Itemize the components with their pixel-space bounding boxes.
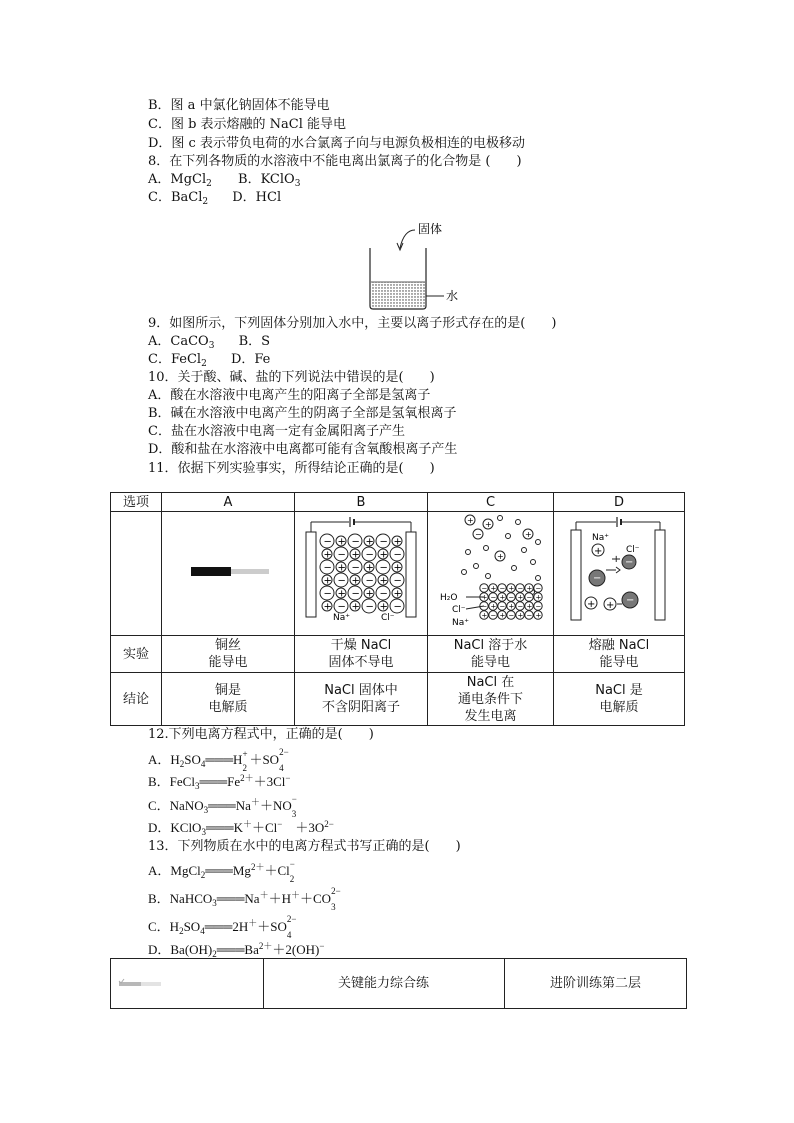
- minus-sign: −: [393, 575, 402, 587]
- ion-sign: +: [497, 552, 504, 561]
- dry-nacl-diagram: [295, 512, 427, 630]
- water-molecule: [536, 576, 541, 581]
- minus-sign: −: [393, 549, 402, 561]
- plus-sign: +: [517, 593, 524, 602]
- water-fill: [371, 282, 425, 308]
- q10-option-c: C．盐在水溶液中电离一定有金属阳离子产生: [148, 424, 405, 439]
- q10-stem: 10．关于酸、碱、盐的下列说法中错误的是( ): [148, 370, 435, 385]
- diagram-label-cell: [111, 512, 162, 636]
- q8-option-c-sub: 2: [202, 197, 209, 207]
- plus-sign: +: [351, 601, 360, 613]
- experiment-table: [110, 492, 685, 726]
- plus-sign: +: [481, 611, 488, 620]
- conclusion-cell: [428, 673, 554, 726]
- plus-sign: +: [535, 593, 542, 602]
- q13-option-c: C．$H_2SO_4═══2H^++SO$ 2− 4: [148, 914, 297, 940]
- plus-sign: +: [393, 588, 402, 600]
- q9-options-cd: [148, 351, 270, 368]
- header-cell: D: [554, 493, 685, 512]
- q11-stem: 11．依据下列实验事实，所得结论正确的是( ): [148, 461, 435, 476]
- svg-text:−: −: [626, 595, 635, 606]
- header-cell: B: [295, 493, 428, 512]
- svg-text:−: −: [625, 557, 634, 568]
- plus-sign: +: [323, 575, 332, 587]
- minus-sign: −: [337, 549, 346, 561]
- q13-option-a: A．$MgCl_2═══Mg^{2+}+Cl$ − 2: [148, 859, 295, 884]
- q8-option-b: B．KClO: [238, 172, 295, 187]
- minus-sign: −: [481, 584, 488, 593]
- plus-sign: +: [526, 602, 533, 611]
- water-molecule: [466, 550, 471, 555]
- copper-wire: [231, 569, 269, 574]
- conclusion-cell: [554, 673, 685, 726]
- plus-sign: +: [393, 536, 402, 548]
- cl-label-c: Cl⁻: [452, 605, 466, 615]
- q8-options-cd: [148, 189, 281, 206]
- svg-text:+: +: [606, 600, 615, 611]
- plus-sign: +: [337, 588, 346, 600]
- na-label-d: Na⁺: [592, 533, 609, 543]
- plus-sign: +: [526, 584, 533, 593]
- minus-sign: −: [323, 536, 332, 548]
- diagram-c: [428, 512, 554, 636]
- cl-label: Cl⁻: [381, 613, 395, 623]
- minus-sign: −: [526, 611, 533, 620]
- beaker-figure: [360, 218, 470, 313]
- experiment-cell: [428, 636, 554, 673]
- plus-sign: +: [490, 602, 497, 611]
- q9-option-d: D．Fe: [230, 352, 271, 367]
- q9-options-ab: [148, 333, 270, 350]
- crystal-lattice: [466, 584, 542, 620]
- minus-sign: −: [351, 588, 360, 600]
- minus-sign: −: [393, 601, 402, 613]
- plus-sign: +: [481, 593, 488, 602]
- q9-option-c: C．FeCl: [148, 352, 202, 367]
- q7-option-c: C．图 b 表示熔融的 NaCl 能导电: [148, 117, 347, 132]
- minus-sign: −: [481, 602, 488, 611]
- banner-middle-title: 关键能力综合练: [263, 959, 505, 1008]
- minus-sign: −: [517, 584, 524, 593]
- diagram-a: [162, 512, 295, 636]
- conclusion-b: NaCl 固体中 不含阴阳离子: [321, 683, 400, 715]
- water-molecule: [486, 574, 491, 579]
- nacl-solution-diagram: [428, 512, 553, 630]
- plus-sign: +: [365, 536, 374, 548]
- q8-option-b-sub: 3: [294, 179, 301, 189]
- minus-sign: −: [508, 611, 515, 620]
- conclusion-cell: [162, 673, 295, 726]
- q12-option-c: C．NaNO$_3$═══Na＋＋NO − 3: [148, 794, 297, 819]
- na-label: Na⁺: [333, 613, 350, 623]
- water-molecule: [522, 548, 527, 553]
- conclusion-label: 结论: [111, 673, 162, 726]
- solid-label: 固体: [418, 222, 443, 236]
- minus-sign: −: [490, 611, 497, 620]
- ion-lattice: [320, 534, 404, 613]
- copper-wire-diagram: [162, 512, 294, 630]
- water-molecule: [462, 570, 467, 575]
- water-molecule: [516, 520, 521, 525]
- conclusion-a: 铜是 电解质: [208, 683, 248, 715]
- diagram-d: [554, 512, 685, 636]
- minus-sign: −: [337, 601, 346, 613]
- minus-sign: −: [535, 584, 542, 593]
- minus-sign: −: [508, 593, 515, 602]
- q9-option-b: B．S: [238, 334, 271, 349]
- plus-sign: +: [379, 601, 388, 613]
- section-banner: [110, 958, 687, 1009]
- plus-sign: +: [535, 611, 542, 620]
- experiment-row: [111, 636, 685, 673]
- ion-sign: +: [485, 520, 492, 529]
- electrode-right: [655, 530, 665, 620]
- minus-sign: −: [379, 536, 388, 548]
- q12-option-d: D．KClO$_3$═══K＋＋Cl− $+3O^{2-}$: [148, 819, 334, 837]
- banner-decoration: [111, 959, 264, 1008]
- diagram-b: [295, 512, 428, 636]
- plus-sign: +: [337, 536, 346, 548]
- svg-text:+: +: [594, 546, 603, 557]
- minus-sign: −: [379, 588, 388, 600]
- minus-sign: −: [365, 601, 374, 613]
- minus-sign: −: [490, 593, 497, 602]
- plus-sign: +: [365, 562, 374, 574]
- experiment-c: NaCl 溶于水 能导电: [453, 638, 528, 670]
- plus-sign: +: [365, 588, 374, 600]
- water-label: 水: [446, 289, 459, 303]
- minus-sign: −: [499, 602, 506, 611]
- electrode-left: [306, 532, 316, 617]
- minus-sign: −: [526, 593, 533, 602]
- minus-sign: −: [499, 584, 506, 593]
- q13-option-d: D．$Ba(OH)_2═══Ba^{2+}+2(OH)^-$: [148, 941, 325, 959]
- minus-sign: −: [379, 562, 388, 574]
- q9-option-a: A．CaCO: [148, 334, 209, 349]
- minus-sign: −: [323, 562, 332, 574]
- plus-sign: +: [393, 562, 402, 574]
- minus-sign: −: [337, 575, 346, 587]
- plus-sign: +: [337, 562, 346, 574]
- plus-sign: +: [508, 584, 515, 593]
- plus-sign: +: [351, 549, 360, 561]
- water-molecule: [536, 540, 541, 545]
- water-molecule: [531, 560, 536, 565]
- svg-text:−: −: [593, 573, 602, 584]
- plus-sign: +: [351, 575, 360, 587]
- ion-sign: +: [525, 530, 532, 539]
- water-molecule: [498, 516, 503, 521]
- water-molecule: [506, 534, 511, 539]
- electrode-right: [406, 532, 416, 617]
- water-molecule: [512, 566, 517, 571]
- na-label-c: Na⁺: [452, 618, 469, 628]
- q9-option-a-sub: 3: [208, 341, 215, 351]
- banner-right-title: 进阶训练第二层: [549, 976, 641, 991]
- conclusion-row: [111, 673, 685, 726]
- conclusion-c: NaCl 在 通电条件下 发生电离: [457, 674, 523, 724]
- conclusion-d: NaCl 是 电解质: [595, 683, 643, 715]
- q8-options-ab: [148, 171, 300, 188]
- q7-option-b: B．图 a 中氯化钠固体不能导电: [148, 98, 330, 113]
- q12-option-a: A．$H_2SO_4═══H$ + 2 ＋SO 2− 4: [148, 747, 289, 773]
- ion-sign: +: [467, 516, 474, 525]
- wire-insulation: [191, 567, 231, 576]
- h2o-label: H₂O: [440, 593, 458, 603]
- q8-option-a-sub: 2: [206, 179, 212, 189]
- plus-sign: +: [379, 549, 388, 561]
- q8-option-d: D．HCl: [232, 190, 282, 205]
- q10-option-b: B．碱在水溶液中电离产生的阴离子全部是氢氧根离子: [148, 406, 457, 421]
- svg-text:+: +: [612, 554, 621, 565]
- q13-option-b: B．NaHCO$_3$═══Na＋＋H＋＋CO 2− 3: [148, 886, 341, 912]
- minus-sign: −: [535, 602, 542, 611]
- diagram-row: [111, 512, 685, 636]
- header-cell: A: [162, 493, 295, 512]
- plus-sign: +: [379, 575, 388, 587]
- q7-option-d: D．图 c 表示带负电荷的水合氯离子向与电源负极相连的电极移动: [148, 136, 525, 151]
- water-molecule: [484, 546, 489, 551]
- plus-sign: +: [508, 602, 515, 611]
- header-cell: C: [428, 493, 554, 512]
- minus-sign: −: [365, 575, 374, 587]
- header-cell: 选项: [111, 493, 162, 512]
- experiment-label: 实验: [111, 636, 162, 673]
- minus-sign: −: [323, 588, 332, 600]
- q8-option-a: A．MgCl: [148, 172, 207, 187]
- q10-option-a: A．酸在水溶液中电离产生的阳离子全部是氢离子: [148, 388, 431, 403]
- plus-sign: +: [499, 593, 506, 602]
- plus-sign: +: [323, 601, 332, 613]
- experiment-d: 熔融 NaCl 能导电: [588, 638, 650, 670]
- plus-sign: +: [517, 611, 524, 620]
- q8-option-c: C．BaCl: [148, 190, 203, 205]
- minus-sign: −: [351, 562, 360, 574]
- svg-text:+: +: [587, 599, 596, 610]
- q12-stem: 12.下列电离方程式中，正确的是( ): [148, 727, 374, 742]
- q8-stem: 8．在下列各物质的水溶液中不能电离出氯离子的化合物是 ( ): [148, 154, 522, 169]
- experiment-cell: [162, 636, 295, 673]
- q13-stem: 13．下列物质在水中的电离方程式书写正确的是( ): [148, 839, 461, 854]
- ion-sign: −: [475, 530, 482, 539]
- minus-sign: −: [365, 549, 374, 561]
- water-molecule: [474, 564, 479, 569]
- molten-nacl-diagram: [554, 512, 684, 630]
- conclusion-cell: [295, 673, 428, 726]
- experiment-cell: [295, 636, 428, 673]
- plus-sign: +: [499, 611, 506, 620]
- q9-option-c-sub: 2: [201, 359, 207, 369]
- q9-stem: 9．如图所示，下列固体分别加入水中，主要以离子形式存在的是( ): [148, 316, 557, 331]
- minus-sign: −: [351, 536, 360, 548]
- experiment-a: 铜丝 能导电: [208, 638, 248, 670]
- cl-label-d: Cl⁻: [626, 545, 640, 555]
- hydrated-ions: [462, 515, 541, 595]
- plus-sign: +: [490, 584, 497, 593]
- experiment-b: 干燥 NaCl 固体不导电: [328, 638, 394, 670]
- q12-option-b: B．$FeCl_3═══Fe^{2+}+3Cl^-$: [148, 773, 291, 791]
- experiment-cell: [554, 636, 685, 673]
- minus-sign: −: [517, 602, 524, 611]
- q10-option-d: D．酸和盐在水溶液中电离都可能有含氧酸根离子产生: [148, 442, 458, 457]
- electrode-left: [571, 530, 581, 620]
- plus-sign: +: [323, 549, 332, 561]
- table-header-row: [111, 493, 685, 512]
